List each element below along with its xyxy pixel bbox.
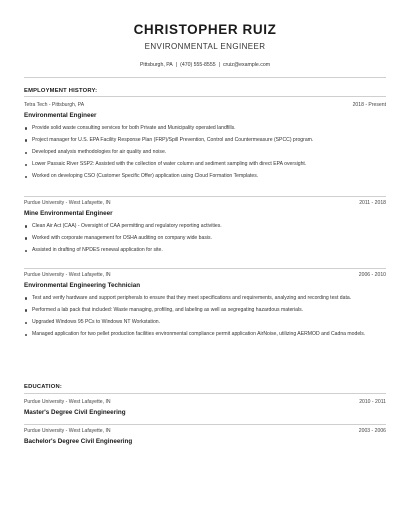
job-bullet — [24, 125, 386, 132]
job-bullet — [24, 331, 386, 338]
bullet-dot-icon — [25, 309, 27, 311]
job-employer: Tetra Tech - Pittsburgh, PA — [24, 102, 85, 108]
job-bullet-text: Managed application for two pellet production facilities environmental compliance permit application AirNoise, utilizing AERMOD and Cadna models. — [32, 331, 366, 338]
job-bullet-text: Lower Passaic River SSP2: Assisted with the collection of water column and sediment sampling with direct EPA oversight. — [32, 161, 307, 168]
job-divider — [24, 268, 386, 269]
education-heading: EDUCATION: — [24, 384, 62, 390]
contact-phone: (470) 555-8555 — [180, 62, 216, 68]
job-bullet — [24, 149, 386, 156]
candidate-name: CHRISTOPHER RUIZ — [133, 22, 277, 37]
education-meta — [24, 428, 386, 435]
contact-line — [0, 62, 410, 69]
contact-email: cruiz@example.com — [222, 62, 271, 68]
contact-separator: | — [175, 62, 178, 68]
bullet-dot-icon — [25, 127, 27, 129]
candidate-title: ENVIRONMENTAL ENGINEER — [144, 42, 266, 51]
job-meta — [24, 272, 386, 279]
education-dates: 2003 - 2006 — [358, 428, 386, 434]
job-bullets — [24, 223, 386, 254]
education-meta — [24, 399, 386, 406]
bullet-dot-icon — [25, 334, 27, 336]
contact-separator: | — [218, 62, 220, 68]
job-bullet — [24, 295, 386, 302]
job-bullet-text: Worked on developing CSO (Customer Specific Offer) application using Cloud Formation Templates. — [32, 173, 259, 180]
job-entry — [24, 200, 386, 259]
bullet-dot-icon — [25, 322, 27, 324]
bullet-dot-icon — [25, 237, 27, 239]
header-divider — [24, 77, 386, 78]
job-bullet — [24, 137, 386, 144]
job-employer: Purdue University - West Lafayette, IN — [24, 200, 111, 206]
job-role: Mine Environmental Engineer — [24, 210, 113, 217]
job-bullet-text: Test and verify hardware and support peripherals to ensure that they meet specifications and requirements, analyzing and recording test data. — [32, 295, 352, 301]
bullet-dot-icon — [25, 164, 27, 166]
job-bullet-text: Worked with corporate management for OSHA auditing on company wide basis. — [32, 235, 212, 242]
job-role: Environmental Engineer — [24, 112, 97, 119]
job-bullet — [24, 173, 386, 180]
job-employer: Purdue University - West Lafayette, IN — [24, 272, 111, 278]
job-bullet — [24, 223, 386, 230]
bullet-dot-icon — [25, 176, 27, 178]
education-dates: 2010 - 2011 — [359, 399, 386, 405]
education-entry — [24, 399, 386, 417]
job-bullet — [24, 319, 386, 326]
education-divider — [24, 393, 386, 394]
employment-divider — [24, 96, 386, 97]
job-dates: 2018 - Present — [352, 102, 386, 108]
education-school: Purdue University - West Lafayette, IN — [24, 399, 111, 405]
job-dates: 2006 - 2010 — [358, 272, 386, 278]
job-bullet — [24, 307, 386, 314]
education-school: Purdue University - West Lafayette, IN — [24, 428, 111, 434]
employment-heading: EMPLOYMENT HISTORY: — [24, 88, 98, 94]
job-bullets — [24, 125, 386, 180]
contact-location: Pittsburgh, PA — [139, 62, 173, 68]
bullet-dot-icon — [25, 152, 27, 154]
job-dates: 2011 - 2018 — [359, 200, 386, 206]
education-degree: Bachelor's Degree Civil Engineering — [24, 438, 133, 445]
education-entry — [24, 428, 386, 446]
job-bullet-text: Provide solid waste consulting services for both Private and Municipality operated landfills. — [32, 125, 236, 131]
job-meta — [24, 200, 386, 207]
job-bullet — [24, 247, 386, 254]
job-bullet-text: Developed analysis methodologies for air quality and noise. — [32, 149, 167, 156]
job-bullet — [24, 235, 386, 242]
education-item-divider — [24, 424, 386, 425]
bullet-dot-icon — [25, 250, 27, 252]
job-entry — [24, 272, 386, 343]
job-bullet-text: Clean Air Act (CAA) - Oversight of CAA permitting and regulatory reporting activities. — [32, 223, 222, 229]
job-bullet-text: Assisted in drafting of NPDES renewal application for site. — [32, 247, 163, 254]
job-divider — [24, 196, 386, 197]
education-degree: Master's Degree Civil Engineering — [24, 409, 126, 416]
bullet-dot-icon — [25, 139, 27, 141]
resume-header — [0, 22, 410, 69]
job-bullet-text: Upgraded Windows 95 PCs to Windows NT Workstation. — [32, 319, 161, 326]
job-bullet-text: Performed a lab pack that included: Waste managing, profiling, and labeling as well as segregating hazardous materials. — [32, 307, 304, 314]
job-role: Environmental Engineering Technician — [24, 282, 141, 289]
job-entry — [24, 102, 386, 185]
job-bullet-text: Project manager for U.S. EPA Facility Response Plan (FRP)/Spill Prevention, Control and Countermeasure (SPCC) program. — [32, 137, 314, 144]
bullet-dot-icon — [25, 297, 27, 299]
job-bullet — [24, 161, 386, 168]
bullet-dot-icon — [25, 225, 27, 227]
job-meta — [24, 102, 386, 109]
job-bullets — [24, 295, 386, 338]
